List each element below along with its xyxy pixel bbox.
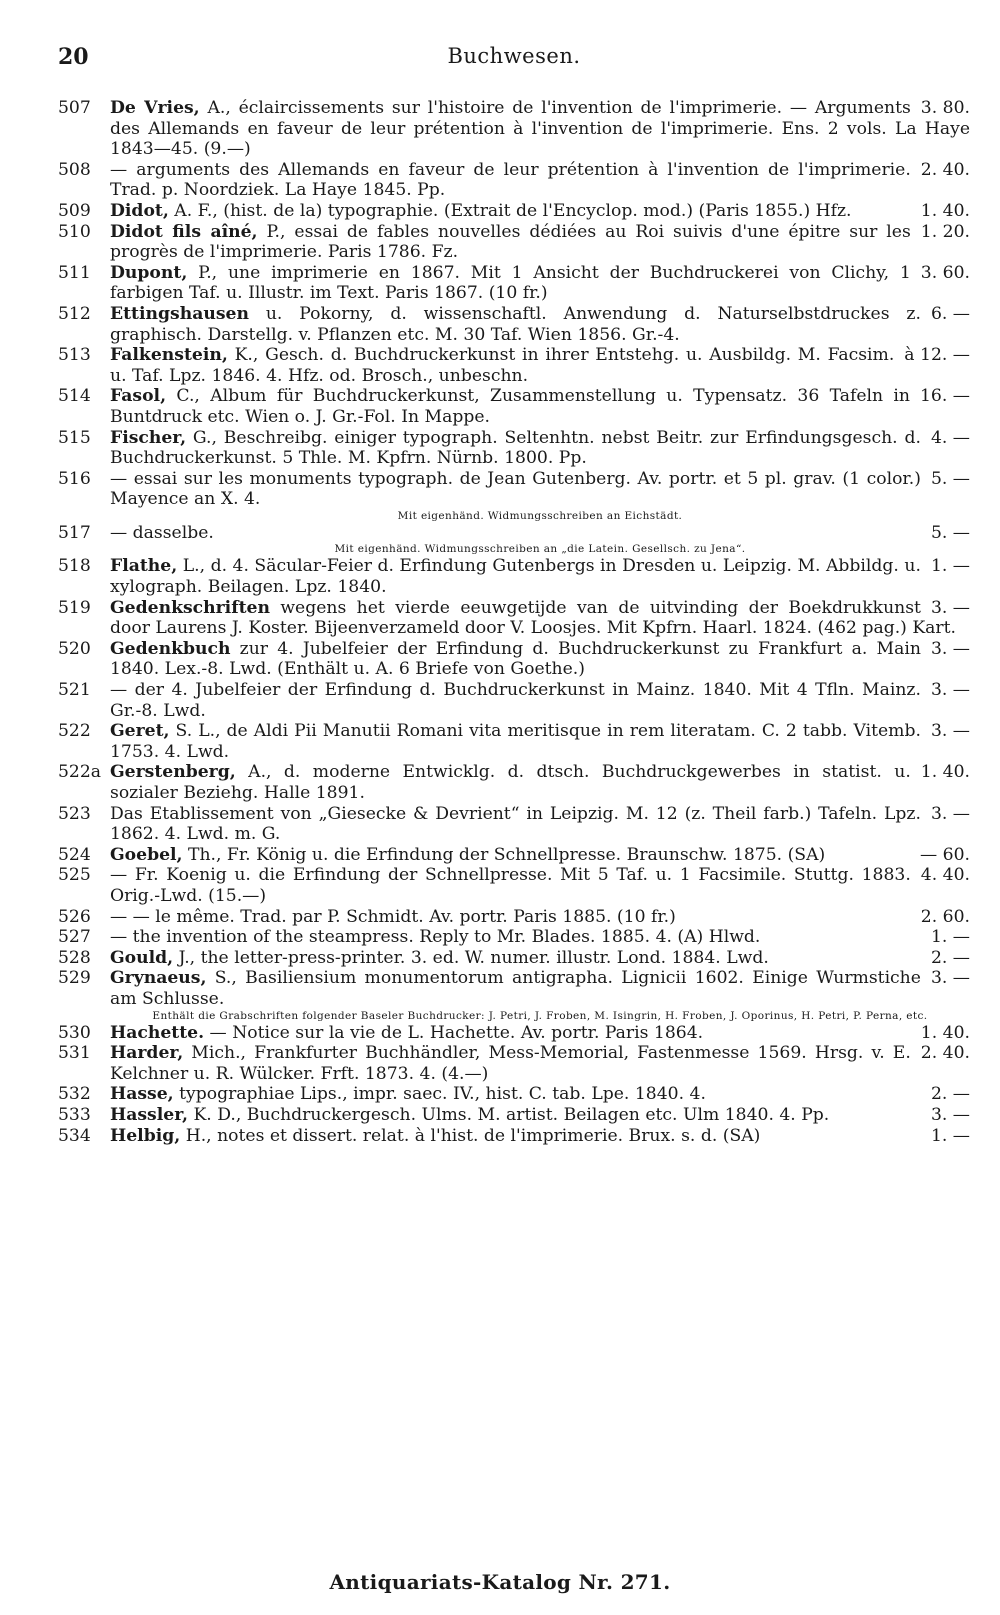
entry-description: typographiae Lips., impr. saec. IV., hist. C. tab. Lpe. 1840. 4. bbox=[173, 1084, 706, 1105]
entry-text bbox=[110, 680, 970, 721]
catalog-entry bbox=[58, 345, 970, 386]
entry-note: Enthält die Grabschriften folgender Baseler Buchdrucker: J. Petri, J. Froben, M. Isingrin, H. Froben, J. Oporinus, H. Petri, P. Perna, etc. bbox=[152, 1009, 928, 1022]
entry-description: A., d. moderne Entwicklg. d. dtsch. Buchdruckgewerbes in statist. u. sozialer Beziehg. Halle 1891. bbox=[110, 762, 911, 803]
catalog-entry bbox=[58, 98, 970, 160]
entry-number: 510 bbox=[58, 221, 91, 242]
running-title: Buchwesen. bbox=[447, 44, 581, 68]
entry-author: Geret, bbox=[110, 721, 170, 742]
entry-number: 523 bbox=[58, 803, 91, 824]
catalog-entry bbox=[58, 201, 970, 222]
entry-number: 509 bbox=[58, 200, 91, 221]
catalog-entry bbox=[58, 865, 970, 906]
entry-price: 5. — bbox=[930, 468, 970, 489]
catalog-entry bbox=[58, 680, 970, 721]
entry-price: 3. — bbox=[930, 1104, 970, 1125]
entry-author: Grynaeus, bbox=[110, 968, 207, 989]
entry-price: — 60. bbox=[920, 844, 970, 865]
page-number: 20 bbox=[58, 44, 89, 70]
entry-description: — Notice sur la vie de L. Hachette. Av. portr. Paris 1864. bbox=[204, 1022, 704, 1043]
entry-author: Didot fils aîné, bbox=[110, 221, 258, 242]
entry-author: Falkenstein, bbox=[110, 345, 228, 366]
catalog-entry bbox=[58, 263, 970, 304]
entry-price: 3. — bbox=[930, 803, 970, 824]
entry-author: Gould, bbox=[110, 947, 174, 968]
entry-text bbox=[110, 556, 970, 597]
entry-text bbox=[110, 222, 970, 263]
entry-text bbox=[110, 927, 970, 948]
catalog-entry bbox=[58, 160, 970, 201]
entry-text bbox=[110, 304, 970, 345]
entry-number: 532 bbox=[58, 1084, 91, 1105]
entry-description: S., Basiliensium monumentorum antigrapha. Lignicii 1602. Einige Wurmstiche am Schlusse. bbox=[110, 968, 921, 1009]
entry-price: 2. — bbox=[930, 947, 970, 968]
entry-number: 531 bbox=[58, 1043, 91, 1064]
entry-number: 522a bbox=[58, 762, 102, 783]
catalog-entry bbox=[58, 845, 970, 866]
entry-author: Fischer, bbox=[110, 427, 187, 448]
entry-description: — der 4. Jubelfeier der Erfindung d. Buchdruckerkunst in Mainz. 1840. Mit 4 Tfln. Mainz. Gr.-8. Lwd. bbox=[110, 680, 921, 721]
entry-description: H., notes et dissert. relat. à l'hist. de l'imprimerie. Brux. s. d. (SA) bbox=[180, 1125, 761, 1146]
catalog-entry bbox=[58, 1105, 970, 1126]
entry-text bbox=[110, 762, 970, 803]
catalog-entry bbox=[58, 721, 970, 762]
entry-price: 3. 80. bbox=[920, 98, 970, 118]
entry-text bbox=[110, 804, 970, 845]
entry-text bbox=[110, 1023, 970, 1044]
catalog-entry bbox=[58, 927, 970, 948]
entry-text bbox=[110, 1105, 970, 1126]
entry-description: — essai sur les monuments typograph. de Jean Gutenberg. Av. portr. et 5 pl. grav. (1 color.) Mayence an X. 4. bbox=[110, 468, 921, 510]
entry-number: 529 bbox=[58, 968, 91, 989]
entry-author: Helbig, bbox=[110, 1125, 181, 1146]
entry-number: 526 bbox=[58, 906, 91, 927]
entry-description: — Fr. Koenig u. die Erfindung der Schnellpresse. Mit 5 Taf. u. 1 Facsimile. Stuttg. 1883. Orig.-Lwd. (15.—) bbox=[110, 865, 911, 906]
entry-author: Dupont, bbox=[110, 262, 188, 283]
entry-number: 524 bbox=[58, 844, 91, 865]
catalog-entries bbox=[58, 98, 970, 1146]
entry-text bbox=[110, 845, 970, 866]
entry-price: 1. — bbox=[930, 927, 970, 948]
entry-number: 528 bbox=[58, 947, 91, 968]
entry-description: Th., Fr. König u. die Erfindung der Schnellpresse. Braunschw. 1875. (SA) bbox=[182, 844, 826, 865]
entry-number: 521 bbox=[58, 680, 91, 701]
entry-description: — dasselbe. bbox=[110, 522, 214, 543]
entry-number: 527 bbox=[58, 927, 91, 948]
entry-author: Ettingshausen bbox=[110, 303, 249, 324]
entry-number: 533 bbox=[58, 1104, 91, 1125]
entry-author: Gerstenberg, bbox=[110, 762, 236, 783]
entry-price: 4. — bbox=[930, 427, 970, 448]
entry-text bbox=[110, 639, 970, 680]
entry-number: 519 bbox=[58, 597, 91, 618]
entry-number: 530 bbox=[58, 1022, 91, 1043]
entry-text bbox=[110, 428, 970, 469]
entry-description: P., essai de fables nouvelles dédiées au Roi suivis d'une épitre sur les progrès de l'imprimerie. Paris 1786. Fz. bbox=[110, 221, 911, 263]
entry-price: 4. 40. bbox=[920, 865, 970, 886]
entry-author: Gedenkschriften bbox=[110, 597, 270, 618]
entry-description: J., the letter-press-printer. 3. ed. W. numer. illustr. Lond. 1884. Lwd. bbox=[173, 947, 769, 968]
entry-text bbox=[110, 1126, 970, 1147]
entry-text bbox=[110, 948, 970, 969]
catalog-entry bbox=[58, 556, 970, 597]
entry-text bbox=[110, 98, 970, 160]
entry-price: à 12. — bbox=[904, 345, 970, 366]
entry-price: 1. — bbox=[930, 1125, 970, 1146]
catalog-entry bbox=[58, 968, 970, 1022]
entry-text bbox=[110, 469, 970, 510]
entry-price: 6. — bbox=[930, 303, 970, 324]
entry-price: 16. — bbox=[920, 386, 970, 407]
entry-number: 512 bbox=[58, 303, 91, 324]
entry-author: Goebel, bbox=[110, 844, 183, 865]
entry-number: 518 bbox=[58, 556, 91, 577]
entry-author: Harder, bbox=[110, 1043, 184, 1064]
entry-price: 2. 40. bbox=[920, 1043, 970, 1064]
entry-author: Hassler, bbox=[110, 1104, 188, 1125]
entry-description: wegens het vierde eeuwgetijde van de uitvinding der Boekdrukkunst door Laurens J. Koster. Bijeenverzameld door V. Loosjes. Mit Kpfrn. Haarl. 1824. (462 pag.) Kart. bbox=[110, 597, 957, 639]
entry-note: Mit eigenhänd. Widmungsschreiben an Eichstädt. bbox=[397, 509, 683, 522]
entry-price: 2. — bbox=[930, 1084, 970, 1105]
entry-description: P., une imprimerie en 1867. Mit 1 Ansicht der Buchdruckerei von Clichy, 1 farbigen Taf. u. Illustr. im Text. Paris 1867. (10 fr.) bbox=[110, 262, 911, 304]
catalog-entry bbox=[58, 523, 970, 557]
entry-description: G., Beschreibg. einiger typograph. Seltenhtn. nebst Beitr. zur Erfindungsgesch. d. Buchdruckerkunst. 5 Thle. M. Kpfrn. Nürnb. 1800. Pp. bbox=[110, 427, 921, 469]
entry-text bbox=[110, 386, 970, 427]
entry-text bbox=[110, 523, 970, 544]
entry-description: Das Etablissement von „Giesecke & Devrient“ in Leipzig. M. 12 (z. Theil farb.) Tafeln. Lpz. 1862. 4. Lwd. m. G. bbox=[110, 803, 921, 845]
entry-text bbox=[110, 263, 970, 304]
entry-number: 516 bbox=[58, 468, 91, 489]
page-header bbox=[58, 44, 970, 80]
entry-description: — — le même. Trad. par P. Schmidt. Av. portr. Paris 1885. (10 fr.) bbox=[110, 906, 676, 927]
entry-author: Hachette. bbox=[110, 1022, 205, 1043]
catalog-entry bbox=[58, 304, 970, 345]
entry-number: 517 bbox=[58, 522, 91, 543]
catalog-entry bbox=[58, 1126, 970, 1147]
entry-author: Gedenkbuch bbox=[110, 638, 231, 659]
entry-description: S. L., de Aldi Pii Manutii Romani vita meritisque in rem literatam. C. 2 tabb. Vitemb. 1753. 4. Lwd. bbox=[110, 721, 921, 762]
entry-text bbox=[110, 201, 970, 222]
catalog-entry bbox=[58, 804, 970, 845]
entry-description: A. F., (hist. de la) typographie. (Extrait de l'Encyclop. mod.) (Paris 1855.) Hfz. bbox=[168, 200, 852, 221]
entry-number: 515 bbox=[58, 427, 91, 448]
entry-number: 511 bbox=[58, 262, 91, 283]
entry-text bbox=[110, 345, 970, 386]
entry-description: A., éclaircissements sur l'histoire de l'invention de l'imprimerie. — Arguments des Allemands en faveur de leur prétention à l'invention de l'imprimerie. Ens. 2 vols. La Haye 1843—45. (9.—) bbox=[110, 98, 970, 160]
entry-price: 3. — bbox=[930, 597, 970, 618]
catalog-footer: Antiquariats-Katalog Nr. 271. bbox=[329, 1570, 671, 1594]
entry-text bbox=[110, 865, 970, 906]
entry-description: C., Album für Buchdruckerkunst, Zusammenstellung u. Typensatz. 36 Tafeln in Buntdruck etc. Wien o. J. Gr.-Fol. In Mappe. bbox=[110, 386, 910, 427]
catalog-entry bbox=[58, 222, 970, 263]
entry-description: Mich., Frankfurter Buchhändler, Mess-Memorial, Fastenmesse 1569. Hrsg. v. E. Kelchner u. R. Wülcker. Frft. 1873. 4. (4.—) bbox=[110, 1043, 911, 1084]
entry-text bbox=[110, 1043, 970, 1084]
catalog-entry bbox=[58, 598, 970, 639]
entry-description: u. Pokorny, d. wissenschaftl. Anwendung d. Naturselbstdruckes z. graphisch. Darstellg. v. Pflanzen etc. M. 30 Taf. Wien 1856. Gr.-4. bbox=[110, 303, 921, 345]
entry-price: 1. 40. bbox=[920, 1022, 970, 1043]
entry-description: L., d. 4. Säcular-Feier d. Erfindung Gutenbergs in Dresden u. Leipzig. M. Abbildg. u. xylograph. Beilagen. Lpz. 1840. bbox=[110, 556, 921, 598]
entry-text bbox=[110, 968, 970, 1009]
entry-text bbox=[110, 160, 970, 201]
entry-note: Mit eigenhänd. Widmungsschreiben an „die Latein. Gesellsch. zu Jena“. bbox=[334, 543, 746, 556]
entry-number: 508 bbox=[58, 159, 91, 180]
catalog-entry bbox=[58, 639, 970, 680]
entry-description: zur 4. Jubelfeier der Erfindung d. Buchdruckerkunst zu Frankfurt a. Main 1840. Lex.-8. Lwd. (Enthält u. A. 6 Briefe von Goethe.) bbox=[110, 638, 921, 680]
catalog-entry bbox=[58, 469, 970, 523]
entry-price: 3. — bbox=[930, 721, 970, 742]
entry-number: 522 bbox=[58, 721, 91, 742]
catalog-entry bbox=[58, 1084, 970, 1105]
entry-price: 3. — bbox=[930, 680, 970, 701]
catalog-entry bbox=[58, 1023, 970, 1044]
entry-author: Didot, bbox=[110, 200, 169, 221]
catalog-entry bbox=[58, 907, 970, 928]
catalog-entry bbox=[58, 386, 970, 427]
entry-price: 1. 40. bbox=[920, 762, 970, 783]
catalog-entry bbox=[58, 1043, 970, 1084]
entry-text bbox=[110, 721, 970, 762]
entry-price: 2. 60. bbox=[920, 906, 970, 927]
entry-price: 5. — bbox=[930, 522, 970, 543]
entry-text bbox=[110, 598, 970, 639]
entry-description: K., Gesch. d. Buchdruckerkunst in ihrer Entstehg. u. Ausbildg. M. Facsim. u. Taf. Lpz. 1846. 4. Hfz. od. Brosch., unbeschn. bbox=[110, 345, 895, 386]
entry-price: 1. — bbox=[930, 556, 970, 577]
entry-author: Flathe, bbox=[110, 556, 178, 577]
entry-author: Hasse, bbox=[110, 1084, 174, 1105]
entry-description: — the invention of the steampress. Reply to Mr. Blades. 1885. 4. (A) Hlwd. bbox=[110, 927, 761, 948]
entry-number: 513 bbox=[58, 345, 91, 366]
entry-price: 1. 20. bbox=[920, 221, 970, 242]
entry-description: K. D., Buchdruckergesch. Ulms. M. artist. Beilagen etc. Ulm 1840. 4. Pp. bbox=[187, 1104, 830, 1125]
entry-number: 520 bbox=[58, 638, 91, 659]
entry-number: 514 bbox=[58, 386, 91, 407]
entry-price: 3. 60. bbox=[920, 262, 970, 283]
entry-description: — arguments des Allemands en faveur de leur prétention à l'invention de l'imprimerie. Trad. p. Noordziek. La Haye 1845. Pp. bbox=[110, 159, 911, 201]
entry-number: 507 bbox=[58, 98, 91, 118]
catalog-entry bbox=[58, 762, 970, 803]
catalog-entry bbox=[58, 948, 970, 969]
entry-number: 534 bbox=[58, 1125, 91, 1146]
entry-price: 3. — bbox=[930, 638, 970, 659]
entry-number: 525 bbox=[58, 865, 91, 886]
entry-text bbox=[110, 1084, 970, 1105]
entry-author: De Vries, bbox=[110, 98, 200, 118]
catalog-entry bbox=[58, 428, 970, 469]
entry-price: 2. 40. bbox=[920, 159, 970, 180]
entry-price: 3. — bbox=[930, 968, 970, 989]
entry-price: 1. 40. bbox=[920, 200, 970, 221]
entry-text bbox=[110, 907, 970, 928]
entry-author: Fasol, bbox=[110, 386, 167, 407]
